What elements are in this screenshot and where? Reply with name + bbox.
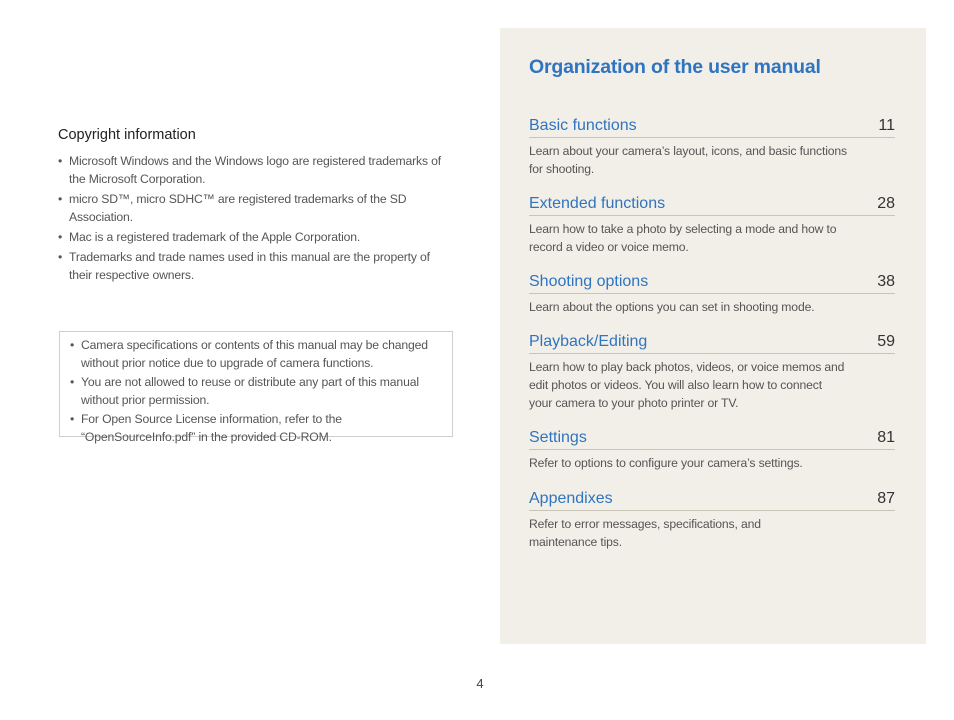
toc-entry-link[interactable]: Playback/Editing	[529, 333, 648, 350]
toc-entry-description: Refer to error messages, specifications, and maintenance tips.	[529, 517, 761, 549]
toc-entry-description: Learn about your camera’s layout, icons, and basic functions for shooting.	[529, 144, 847, 176]
bullet-icon: •	[70, 412, 75, 426]
copyright-section	[58, 126, 456, 286]
toc-entry-header	[529, 116, 895, 138]
toc-entry-page[interactable]: 87	[877, 490, 895, 507]
toc-entry-appendixes[interactable]	[529, 489, 895, 551]
list-item	[58, 228, 456, 246]
list-item-text: Microsoft Windows and the Windows logo are registered trademarks of the Microsoft Corporation.	[69, 154, 441, 186]
toc-entry-header	[529, 428, 895, 450]
copyright-list	[58, 152, 456, 284]
list-item-text: Camera specifications or contents of this manual may be changed without prior notice due to upgrade of camera functions.	[81, 338, 428, 370]
toc-title: Organization of the user manual	[529, 56, 821, 78]
bullet-icon: •	[58, 154, 63, 168]
toc-entry-header	[529, 194, 895, 216]
toc-entry-page[interactable]: 59	[877, 333, 895, 350]
list-item-text: Trademarks and trade names used in this manual are the property of their respective owners.	[69, 250, 430, 282]
toc-entry-link[interactable]: Extended functions	[529, 195, 666, 212]
bullet-icon: •	[58, 250, 63, 264]
copyright-heading: Copyright information	[58, 127, 196, 143]
bullet-icon: •	[70, 338, 75, 352]
toc-entry-page[interactable]: 38	[877, 273, 895, 290]
toc-entry-header	[529, 332, 895, 354]
toc-panel	[500, 28, 926, 644]
bullet-icon: •	[58, 192, 63, 206]
toc-entry-description: Learn how to take a photo by selecting a mode and how to record a video or voice memo.	[529, 222, 837, 254]
toc-entry-shooting-options[interactable]	[529, 272, 895, 316]
bullet-icon: •	[58, 230, 63, 244]
toc-entry-header	[529, 489, 895, 511]
list-item	[58, 152, 456, 188]
list-item	[58, 248, 456, 284]
toc-entry-link[interactable]: Settings	[529, 429, 587, 446]
toc-entry-basic-functions[interactable]	[529, 116, 895, 178]
toc-entry-playback-editing[interactable]	[529, 332, 895, 412]
notice-box	[59, 331, 453, 444]
notice-list	[70, 336, 442, 446]
toc-entry-page[interactable]: 11	[878, 117, 895, 134]
list-item	[58, 190, 456, 226]
toc-entry-link[interactable]: Basic functions	[529, 117, 637, 134]
list-item-text: You are not allowed to reuse or distribute any part of this manual without prior permission.	[81, 375, 419, 407]
toc-entry-description: Refer to options to configure your camera’s settings.	[529, 456, 803, 470]
toc-entry-description: Learn about the options you can set in shooting mode.	[529, 300, 815, 314]
bullet-icon: •	[70, 375, 75, 389]
toc-entry-settings[interactable]	[529, 428, 895, 472]
toc-entry-extended-functions[interactable]	[529, 194, 895, 256]
toc-entry-page[interactable]: 81	[877, 429, 895, 446]
list-item-text: For Open Source License information, refer to the “OpenSourceInfo.pdf” in the provided CD-ROM.	[81, 412, 342, 444]
toc-entry-header	[529, 272, 895, 294]
page-number: 4	[476, 676, 484, 691]
toc-entry-page[interactable]: 28	[877, 195, 895, 212]
list-item	[70, 336, 442, 372]
toc-entry-link[interactable]: Appendixes	[529, 490, 613, 507]
list-item	[70, 373, 442, 409]
toc-entry-link[interactable]: Shooting options	[529, 273, 649, 290]
list-item-text: Mac is a registered trademark of the Apple Corporation.	[69, 230, 361, 244]
list-item	[70, 410, 442, 446]
toc-entry-description: Learn how to play back photos, videos, or voice memos and edit photos or videos. You will also learn how to connect your camera to your photo printer or TV.	[529, 360, 845, 410]
list-item-text: micro SD™, micro SDHC™ are registered trademarks of the SD Association.	[69, 192, 407, 224]
